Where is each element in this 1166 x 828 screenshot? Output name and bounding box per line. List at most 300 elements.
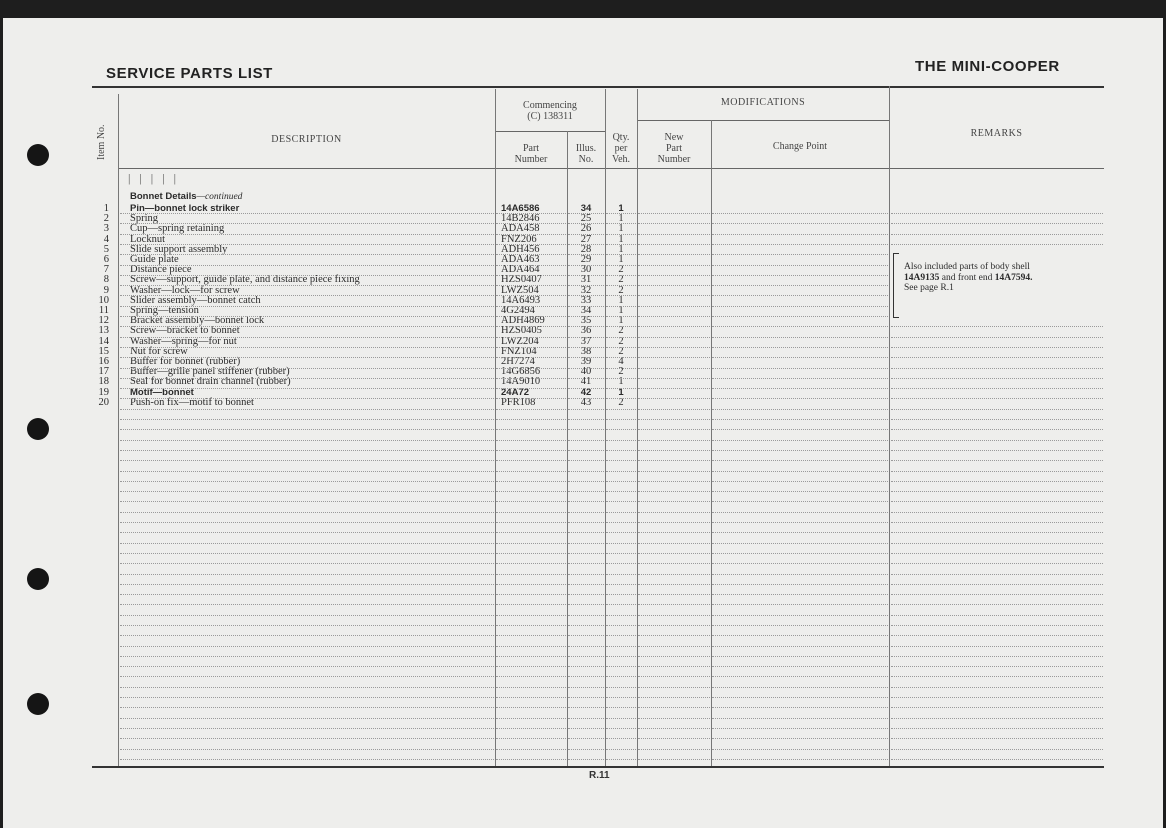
rule-line xyxy=(606,471,636,472)
rule-line xyxy=(568,697,604,698)
rule-line xyxy=(496,512,566,513)
part-number: 24A72 xyxy=(501,387,529,398)
col-divider xyxy=(711,120,712,766)
rule-line xyxy=(891,553,1103,554)
part-description: Bracket assembly—bonnet lock xyxy=(130,315,265,326)
rule-line xyxy=(606,481,636,482)
rule-line xyxy=(606,285,636,286)
quantity: 1 xyxy=(618,244,624,255)
item-number: 2 xyxy=(103,213,109,224)
rule-line xyxy=(638,295,710,296)
quantity: 1 xyxy=(618,234,624,245)
item-number: 6 xyxy=(103,254,109,265)
rule-line xyxy=(496,306,566,307)
rule-line xyxy=(606,584,636,585)
part-description: Pin—bonnet lock striker xyxy=(130,203,240,214)
rule-line xyxy=(568,254,604,255)
rule-line xyxy=(712,450,888,451)
rule-line xyxy=(606,357,636,358)
rule-line xyxy=(496,471,566,472)
part-description: Motif—bonnet xyxy=(130,387,194,398)
rule-line xyxy=(638,398,710,399)
rule-line xyxy=(891,697,1103,698)
rule-line xyxy=(606,326,636,327)
rule-line xyxy=(120,337,494,338)
rule-line xyxy=(120,213,494,214)
rule-line xyxy=(496,368,566,369)
rule-line xyxy=(496,481,566,482)
rule-line xyxy=(638,697,710,698)
rule-line xyxy=(712,460,888,461)
rule-line xyxy=(496,429,566,430)
rule-line xyxy=(120,512,494,513)
rule-line xyxy=(712,409,888,410)
rule-line xyxy=(568,223,604,224)
rule-line xyxy=(496,676,566,677)
rule-line xyxy=(568,718,604,719)
rule-line xyxy=(712,728,888,729)
item-number: 12 xyxy=(98,315,109,326)
tick-marks: | | | | | xyxy=(128,171,180,185)
rule-line xyxy=(712,440,888,441)
rule-line xyxy=(891,543,1103,544)
rule-line xyxy=(120,471,494,472)
rule-line xyxy=(638,388,710,389)
rule-line xyxy=(891,594,1103,595)
binder-hole xyxy=(27,693,49,715)
rule-line xyxy=(120,254,494,255)
rule-line xyxy=(120,223,494,224)
illus-number: 34 xyxy=(580,305,592,316)
rule-line xyxy=(638,656,710,657)
part-number: 14A6493 xyxy=(501,295,541,306)
rule-line xyxy=(606,265,636,266)
rule-line xyxy=(120,501,494,502)
rule-line xyxy=(891,604,1103,605)
rule-line xyxy=(120,553,494,554)
rule-line xyxy=(496,419,566,420)
illus-number: 29 xyxy=(580,254,592,265)
illus-number: 28 xyxy=(580,244,592,255)
rule-line xyxy=(606,563,636,564)
rule-line xyxy=(568,306,604,307)
rule-line xyxy=(568,450,604,451)
rule-line xyxy=(568,295,604,296)
rule-line xyxy=(638,594,710,595)
rule-line xyxy=(606,223,636,224)
rule-line xyxy=(638,337,710,338)
rule-line xyxy=(120,368,494,369)
quantity: 1 xyxy=(618,223,624,234)
rule-line xyxy=(638,450,710,451)
rule-line xyxy=(891,337,1103,338)
rule-line xyxy=(496,337,566,338)
item-number: 14 xyxy=(98,336,109,347)
rule-line xyxy=(638,326,710,327)
rule-line xyxy=(712,326,888,327)
quantity: 2 xyxy=(618,366,624,377)
rule-line xyxy=(568,604,604,605)
rule-line xyxy=(891,491,1103,492)
rule-line xyxy=(712,419,888,420)
rule-line xyxy=(496,409,566,410)
rule-line xyxy=(712,759,888,760)
item-number: 4 xyxy=(103,234,109,245)
rule-line xyxy=(712,563,888,564)
item-number: 8 xyxy=(103,274,109,285)
rule-line xyxy=(568,337,604,338)
rule-line xyxy=(712,337,888,338)
rule-line xyxy=(120,409,494,410)
rule-line xyxy=(891,419,1103,420)
rule-line xyxy=(712,625,888,626)
part-description: Buffer for bonnet (rubber) xyxy=(130,356,241,367)
part-description: Screw—support, guide plate, and distance piece fixing xyxy=(130,274,360,285)
rule-line xyxy=(638,213,710,214)
rule-line xyxy=(638,615,710,616)
rule-line xyxy=(712,687,888,688)
col-divider xyxy=(495,89,496,766)
rule-line xyxy=(638,759,710,760)
rule-line xyxy=(891,635,1103,636)
rule-line xyxy=(120,285,494,286)
item-number: 15 xyxy=(98,346,109,357)
rule-line xyxy=(712,666,888,667)
rule-line xyxy=(712,543,888,544)
rule-line xyxy=(638,707,710,708)
rule-line xyxy=(496,615,566,616)
rule-line xyxy=(496,728,566,729)
rule-line xyxy=(891,450,1103,451)
rule-line xyxy=(568,357,604,358)
rule-line xyxy=(568,584,604,585)
rule-line xyxy=(568,666,604,667)
rule-line xyxy=(638,718,710,719)
quantity: 2 xyxy=(618,325,624,336)
rule-line xyxy=(638,501,710,502)
rule-line xyxy=(496,553,566,554)
rule-line xyxy=(568,368,604,369)
rule-line xyxy=(712,244,888,245)
rule-line xyxy=(891,471,1103,472)
part-number: LWZ504 xyxy=(501,285,539,296)
part-number: 4G2494 xyxy=(501,305,535,316)
rule-line xyxy=(712,738,888,739)
rule-line xyxy=(606,718,636,719)
illus-number: 41 xyxy=(580,376,592,387)
rule-line xyxy=(606,687,636,688)
part-number: FNZ104 xyxy=(501,346,537,357)
rule-line xyxy=(712,512,888,513)
rule-line xyxy=(568,656,604,657)
rule-line xyxy=(568,388,604,389)
rule-line xyxy=(496,563,566,564)
col-divider xyxy=(605,89,606,766)
rule-line xyxy=(120,378,494,379)
rule-line xyxy=(606,615,636,616)
vehicle-title: THE MINI-COOPER xyxy=(915,58,1060,75)
rule-line xyxy=(120,728,494,729)
binder-hole xyxy=(27,568,49,590)
rule-line xyxy=(712,378,888,379)
rule-line xyxy=(712,223,888,224)
rule-line xyxy=(496,697,566,698)
rule-line xyxy=(568,491,604,492)
rule-line xyxy=(638,306,710,307)
rule-line xyxy=(120,398,494,399)
rule-line xyxy=(891,532,1103,533)
rule-line xyxy=(568,481,604,482)
illus-number: 36 xyxy=(580,325,592,336)
item-number: 11 xyxy=(98,305,109,316)
item-no-header: Item No. xyxy=(96,124,107,160)
modifications-rule xyxy=(637,120,889,121)
quantity: 1 xyxy=(618,376,624,387)
rule-line xyxy=(606,543,636,544)
rule-line xyxy=(638,368,710,369)
rule-line xyxy=(606,697,636,698)
rule-line xyxy=(496,491,566,492)
rule-line xyxy=(568,574,604,575)
rule-line xyxy=(712,481,888,482)
rule-line xyxy=(568,532,604,533)
rule-line xyxy=(496,625,566,626)
rule-line xyxy=(120,615,494,616)
rule-line xyxy=(120,295,494,296)
illus-number: 26 xyxy=(580,223,592,234)
rule-line xyxy=(606,244,636,245)
rule-line xyxy=(120,697,494,698)
rule-line xyxy=(638,543,710,544)
illus-number: 42 xyxy=(580,387,592,398)
rule-line xyxy=(120,275,494,276)
description-header: DESCRIPTION xyxy=(271,134,342,145)
rule-line xyxy=(891,378,1103,379)
rule-line xyxy=(568,615,604,616)
rule-line xyxy=(496,707,566,708)
rule-line xyxy=(712,234,888,235)
rule-line xyxy=(496,388,566,389)
quantity: 2 xyxy=(618,346,624,357)
rule-line xyxy=(568,512,604,513)
remarks-bracket xyxy=(893,253,899,318)
rule-line xyxy=(891,368,1103,369)
rule-line xyxy=(891,409,1103,410)
part-number: ADH456 xyxy=(501,244,540,255)
rule-line xyxy=(120,676,494,677)
rule-line xyxy=(606,306,636,307)
rule-line xyxy=(712,553,888,554)
rule-line xyxy=(712,635,888,636)
rule-line xyxy=(712,213,888,214)
rule-line xyxy=(638,574,710,575)
rule-line xyxy=(891,398,1103,399)
rule-line xyxy=(496,316,566,317)
rule-line xyxy=(496,295,566,296)
remarks-header: REMARKS xyxy=(970,128,1023,139)
quantity: 2 xyxy=(618,397,624,408)
part-description: Slide support assembly xyxy=(130,244,228,255)
rule-line xyxy=(568,738,604,739)
rule-line xyxy=(606,738,636,739)
rule-line xyxy=(712,316,888,317)
item-number: 20 xyxy=(98,397,109,408)
rule-line xyxy=(638,563,710,564)
rule-line xyxy=(712,604,888,605)
rule-line xyxy=(638,471,710,472)
rule-line xyxy=(606,450,636,451)
rule-line xyxy=(120,244,494,245)
rule-line xyxy=(891,223,1103,224)
rule-line xyxy=(120,656,494,657)
part-number: 14A6586 xyxy=(501,203,540,214)
rule-line xyxy=(638,285,710,286)
illus-number: 37 xyxy=(580,336,592,347)
quantity: 1 xyxy=(618,387,624,398)
rule-line xyxy=(891,666,1103,667)
rule-line xyxy=(496,749,566,750)
illus-number: 34 xyxy=(580,203,592,214)
rule-line xyxy=(120,450,494,451)
rule-line xyxy=(891,512,1103,513)
rule-line xyxy=(891,460,1103,461)
rule-line xyxy=(120,635,494,636)
rule-line xyxy=(568,563,604,564)
rule-line xyxy=(568,687,604,688)
rule-line xyxy=(568,676,604,677)
part-number: PFR108 xyxy=(501,397,536,408)
part-number: 14G6856 xyxy=(501,366,541,377)
quantity: 1 xyxy=(618,295,624,306)
rule-line xyxy=(606,275,636,276)
part-description: Guide plate xyxy=(130,254,179,265)
rule-line xyxy=(568,440,604,441)
rule-line xyxy=(568,285,604,286)
table-bottom-rule xyxy=(92,766,1104,768)
rule-line xyxy=(712,615,888,616)
table-top-rule xyxy=(92,86,1104,88)
rule-line xyxy=(638,749,710,750)
rule-line xyxy=(120,234,494,235)
rule-line xyxy=(496,265,566,266)
rule-line xyxy=(496,450,566,451)
rule-line xyxy=(496,440,566,441)
rule-line xyxy=(120,574,494,575)
rule-line xyxy=(606,759,636,760)
rule-line xyxy=(568,378,604,379)
rule-line xyxy=(120,718,494,719)
rule-line xyxy=(712,285,888,286)
rule-line xyxy=(496,635,566,636)
rule-line xyxy=(891,347,1103,348)
rule-line xyxy=(568,429,604,430)
rule-line xyxy=(891,738,1103,739)
rule-line xyxy=(568,265,604,266)
rule-line xyxy=(120,687,494,688)
quantity: 1 xyxy=(618,254,624,265)
rule-line xyxy=(120,460,494,461)
rule-line xyxy=(120,749,494,750)
rule-line xyxy=(891,501,1103,502)
quantity: 1 xyxy=(618,203,624,214)
rule-line xyxy=(568,419,604,420)
rule-line xyxy=(496,522,566,523)
rule-line xyxy=(120,594,494,595)
rule-line xyxy=(496,687,566,688)
rule-line xyxy=(606,656,636,657)
rule-line xyxy=(712,295,888,296)
rule-line xyxy=(891,522,1103,523)
rule-line xyxy=(568,635,604,636)
rule-line xyxy=(120,419,494,420)
part-number-header: Part Number xyxy=(514,143,548,165)
illus-number: 43 xyxy=(580,397,592,408)
rule-line xyxy=(120,543,494,544)
rule-line xyxy=(496,357,566,358)
quantity: 2 xyxy=(618,264,624,275)
rule-line xyxy=(891,584,1103,585)
rule-line xyxy=(891,707,1103,708)
rule-line xyxy=(606,574,636,575)
part-number: ADA464 xyxy=(501,264,540,275)
quantity: 4 xyxy=(618,356,624,367)
col-divider xyxy=(567,131,568,766)
part-number: FNZ206 xyxy=(501,234,537,245)
rule-line xyxy=(496,666,566,667)
rule-line xyxy=(638,347,710,348)
rule-line xyxy=(638,254,710,255)
rule-line xyxy=(712,357,888,358)
rule-line xyxy=(120,388,494,389)
illus-number: 33 xyxy=(580,295,592,306)
rule-line xyxy=(638,522,710,523)
rule-line xyxy=(891,481,1103,482)
rule-line xyxy=(638,223,710,224)
rule-line xyxy=(712,388,888,389)
rule-line xyxy=(638,481,710,482)
rule-line xyxy=(712,707,888,708)
item-number: 1 xyxy=(103,203,109,214)
rule-line xyxy=(496,285,566,286)
rule-line xyxy=(891,749,1103,750)
rule-line xyxy=(638,460,710,461)
part-description: Spring xyxy=(130,213,159,224)
rule-line xyxy=(891,429,1103,430)
rule-line xyxy=(638,378,710,379)
rule-line xyxy=(638,604,710,605)
col-divider xyxy=(889,86,890,766)
rule-line xyxy=(606,512,636,513)
part-description: Washer—spring—for nut xyxy=(130,336,237,347)
rule-line xyxy=(120,491,494,492)
rule-line xyxy=(891,440,1103,441)
rule-line xyxy=(568,501,604,502)
rule-line xyxy=(606,234,636,235)
rule-line xyxy=(638,234,710,235)
new-part-number-header: New Part Number xyxy=(657,132,691,165)
rule-line xyxy=(120,604,494,605)
rule-line xyxy=(496,378,566,379)
rule-line xyxy=(120,357,494,358)
rule-line xyxy=(606,635,636,636)
rule-line xyxy=(496,460,566,461)
rule-line xyxy=(606,337,636,338)
rule-line xyxy=(606,749,636,750)
rule-line xyxy=(891,574,1103,575)
rule-line xyxy=(712,429,888,430)
item-number: 9 xyxy=(103,285,109,296)
rule-line xyxy=(638,666,710,667)
